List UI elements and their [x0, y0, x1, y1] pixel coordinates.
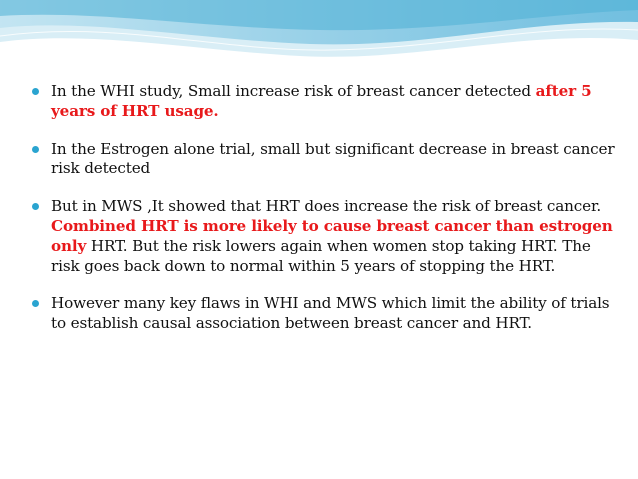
bullet-emphasis-text: Combined HRT is more likely to cause breast cancer than estrogen only [51, 216, 613, 255]
bullet-emphasis-text: after 5 years of HRT usage. [51, 82, 592, 120]
bullet-text: In the Estrogen alone trial, small but significant decrease in breast cancer risk detected [51, 139, 615, 178]
bullet-text: However many key flaws in WHI and MWS which limit the ability of trials to establish causal association between breast cancer and HRT. [51, 294, 610, 333]
bullet-text: In the WHI study, Small increase risk of breast cancer detected [51, 82, 536, 100]
bullet-item [30, 140, 615, 180]
bullet-list [30, 82, 615, 352]
bullet-item [30, 82, 615, 122]
bullet-item [30, 197, 615, 276]
bullet-dot-icon [32, 203, 39, 210]
bullet-text: But in MWS ,It showed that HRT does increase the risk of breast cancer. [51, 197, 602, 216]
bullet-dot-icon [32, 146, 39, 153]
bullet-text: HRT. But the risk lowers again when women stop taking HRT. The risk goes back down to normal within 5 years of stopping the HRT. [51, 236, 591, 275]
header-wave-band [0, 0, 638, 74]
bullet-dot-icon [32, 300, 39, 307]
bullet-item [30, 294, 615, 334]
bullet-dot-icon [32, 88, 39, 95]
